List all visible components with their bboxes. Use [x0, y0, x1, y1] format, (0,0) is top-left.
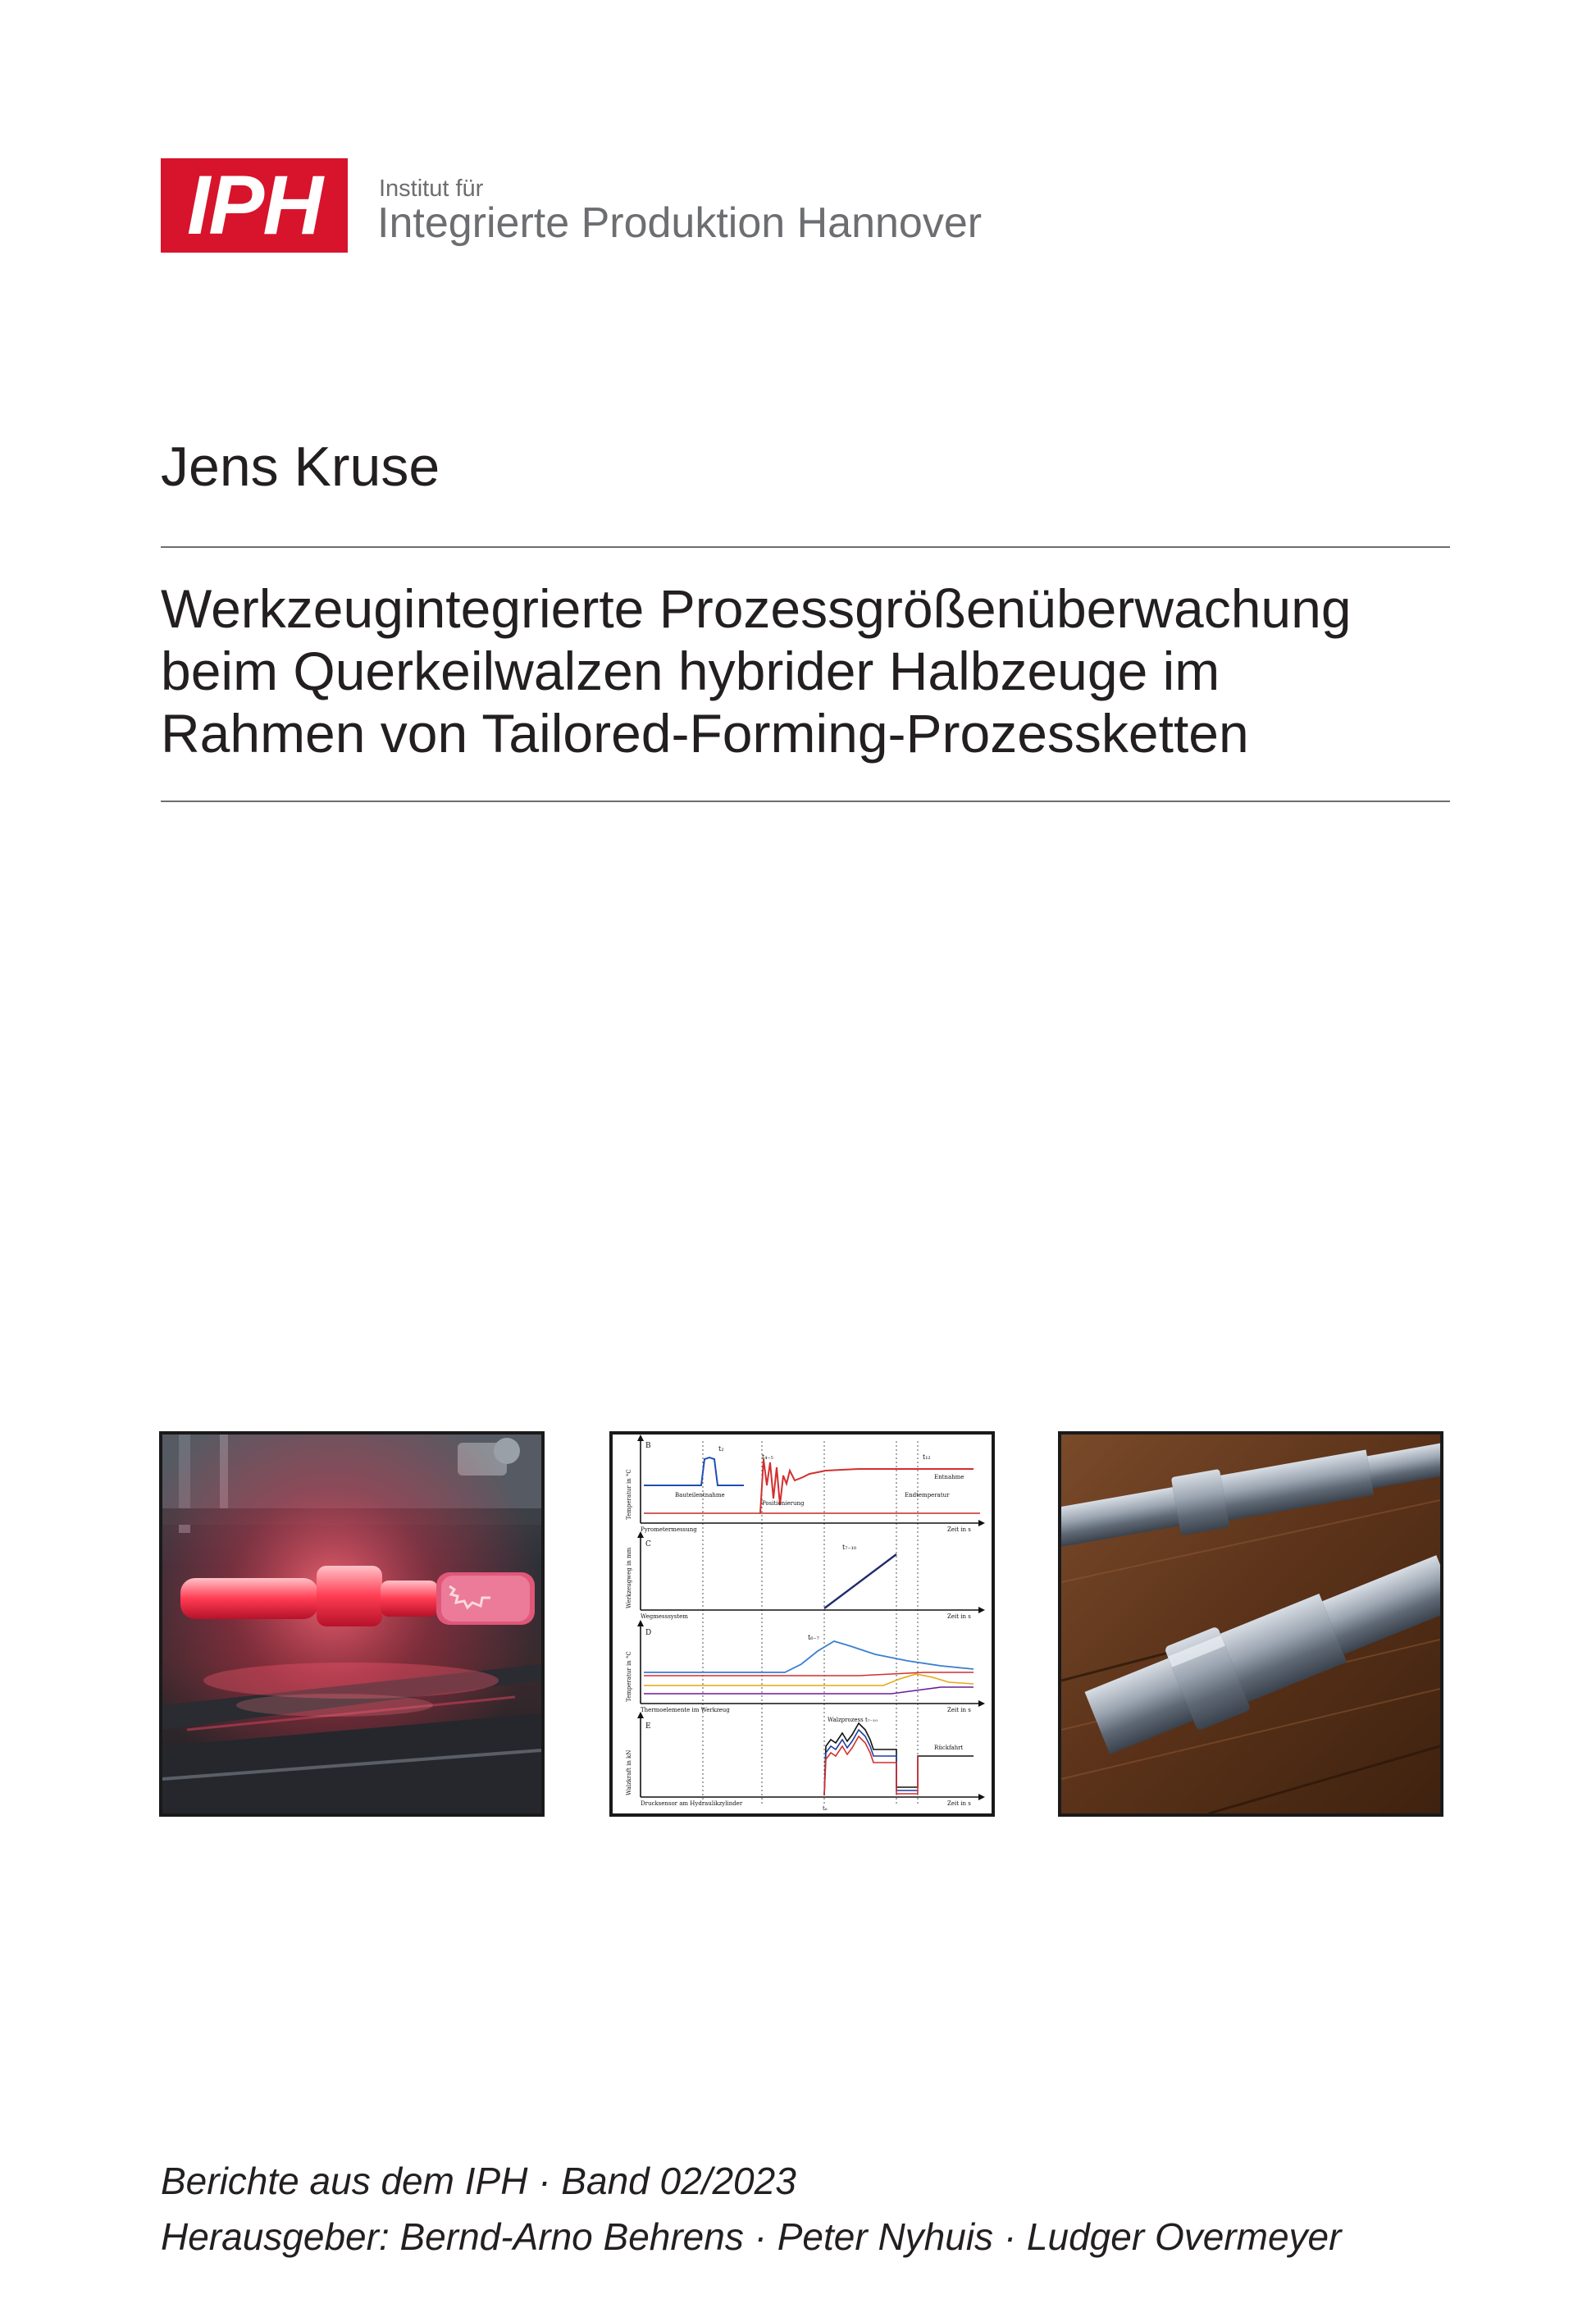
panel-d-letter: D: [645, 1629, 652, 1637]
panel-e-label: Walzprozess t₇₋₁₀: [828, 1717, 878, 1723]
panel-c-ylabel: Werkzeugweg in mm: [626, 1547, 632, 1608]
panel-b-bottom-label: Pyrometermessung: [641, 1526, 697, 1533]
panel-d-xlabel: Zeit in s: [947, 1707, 971, 1713]
panel-b-ylabel: Temperatur in °C: [626, 1469, 632, 1520]
institute-name: Integrierte Produktion Hannover: [377, 199, 983, 247]
panel-e-letter: E: [645, 1722, 651, 1731]
photo-finished-shafts: [1058, 1431, 1443, 1817]
editors-info: Herausgeber: Bernd-Arno Behrens · Peter Nyhuis · Ludger Overmeyer: [161, 2215, 1342, 2258]
panel-e-ylabel: Walzkraft in kN: [626, 1749, 632, 1795]
panel-c-label: t₇₋₁₀: [842, 1544, 857, 1551]
panel-c-xlabel: Zeit in s: [947, 1613, 971, 1620]
panel-b-xlabel: Zeit in s: [947, 1526, 971, 1533]
panel-e-label: Rückfahrt: [934, 1745, 964, 1751]
panel-b-label: t₄₋₅: [762, 1453, 773, 1461]
panel-c-letter: C: [645, 1540, 651, 1549]
panel-e-bottom-label: Drucksensor am Hydraulikzylinder: [641, 1800, 743, 1807]
series-info: Berichte aus dem IPH · Band 02/2023: [161, 2160, 796, 2202]
panel-b: [626, 1435, 985, 1533]
iph-logo: [161, 158, 348, 253]
title-line-3: Rahmen von Tailored-Forming-Prozessketten: [161, 703, 1249, 764]
panel-d-bottom-label: Thermoelemente im Werkzeug: [641, 1707, 730, 1713]
panel-b-label: Endtemperatur: [905, 1492, 950, 1498]
title-line-2: beim Querkeilwalzen hybrider Halbzeuge im: [161, 641, 1220, 701]
panel-d-ylabel: Temperatur in °C: [626, 1651, 632, 1702]
panel-b-letter: B: [645, 1442, 651, 1450]
author-name: Jens Kruse: [161, 436, 440, 498]
panel-c: [626, 1531, 985, 1620]
panel-e-xlabel: Zeit in s: [947, 1800, 971, 1807]
title-line-1: Werkzeugintegrierte Prozessgrößenüberwachung: [161, 578, 1352, 639]
panel-d-label: t₆₋₇: [808, 1634, 819, 1641]
panel-e-label: t₆: [823, 1805, 828, 1812]
divider-top: [161, 546, 1450, 548]
logo-mark: IPH: [186, 158, 322, 252]
process-diagram: [609, 1431, 995, 1817]
panel-b-label: t₂: [718, 1445, 724, 1453]
panel-d: [626, 1620, 985, 1713]
photo-hot-workpiece: [159, 1431, 545, 1817]
panel-b-label: Positionierung: [762, 1500, 805, 1507]
divider-bottom: [161, 801, 1450, 802]
panel-b-label: Entnahme: [934, 1474, 964, 1480]
institute-prefix: Institut für: [379, 176, 484, 202]
panel-b-label: Bauteilentnahme: [675, 1492, 725, 1498]
panel-c-bottom-label: Wegmesssystem: [641, 1613, 688, 1620]
panel-e: [626, 1712, 985, 1812]
panel-b-label: t₁₂: [923, 1453, 931, 1461]
